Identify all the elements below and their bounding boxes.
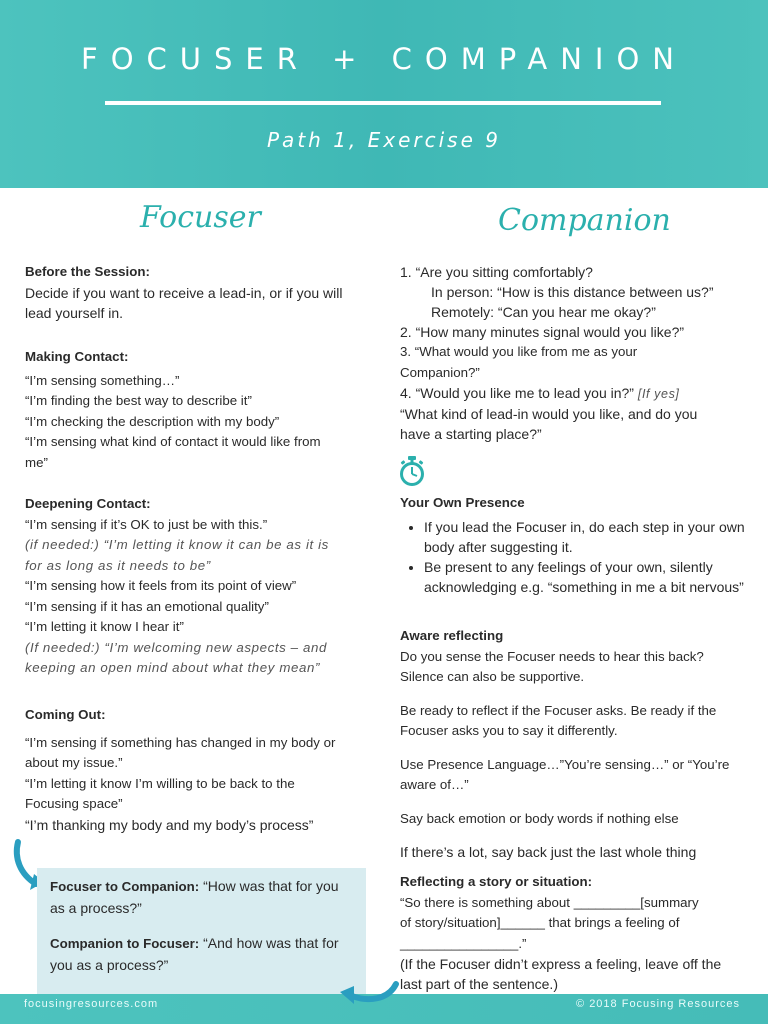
before-session-heading: Before the Session: [25, 264, 150, 279]
reflecting-story-section [400, 872, 755, 994]
deepening-contact-section [25, 494, 370, 679]
story-line: (If the Focuser didn’t express a feeling, leave off the [400, 956, 722, 972]
companion-question: 3. “What would you like from me as your [400, 344, 638, 359]
story-line: last part of the sentence.) [400, 976, 558, 992]
companion-question: “What kind of lead-in would you like, and do you [400, 406, 698, 422]
f2c-text: as a process?” [50, 899, 142, 916]
c2f-label: Companion to Focuser: [50, 936, 200, 951]
coming-out-line: Focusing space” [25, 796, 123, 811]
footer-website: focusingresources.com [24, 998, 159, 1010]
page-subtitle: Path 1, Exercise 9 [267, 128, 501, 152]
story-line: ________________.” [400, 935, 527, 951]
aware-line: Use Presence Language…”You’re sensing…” or “You’re [400, 756, 730, 772]
aware-line: aware of…” [400, 777, 469, 792]
header-banner [0, 0, 768, 188]
header-divider [105, 101, 661, 105]
companion-question: have a starting place?” [400, 426, 542, 442]
aware-line: Say back emotion or body words if nothing else [400, 810, 679, 826]
deepening-line: “I’m sensing if it’s OK to just be with this.” [25, 516, 268, 532]
companion-question: 2. “How many minutes signal would you like?” [400, 324, 685, 340]
page-title: FOCUSER + COMPANION [81, 42, 687, 76]
closing-questions-box [37, 868, 366, 994]
companion-question: In person: “How is this distance between us?” [431, 284, 714, 300]
story-heading: Reflecting a story or situation: [400, 874, 593, 889]
deepening-line: for as long as it needs to be” [25, 557, 211, 573]
before-session-section [25, 262, 370, 323]
deepening-contact-heading: Deepening Contact: [25, 496, 151, 511]
before-session-line: Decide if you want to receive a lead-in, or if you will [25, 284, 343, 301]
deepening-line: (if needed:) “I’m letting it know it can be as it is [25, 537, 329, 552]
aware-heading: Aware reflecting [400, 628, 504, 643]
companion-title: Companion [498, 203, 671, 238]
making-contact-line: me” [25, 454, 48, 470]
coming-out-section [25, 705, 370, 835]
stopwatch-icon [398, 455, 426, 487]
before-session-line: lead yourself in. [25, 304, 124, 321]
companion-question: 4. “Would you like me to lead you in?” [400, 385, 638, 401]
focuser-to-companion [50, 876, 355, 918]
making-contact-line: “I’m sensing what kind of contact it would like from [25, 434, 321, 449]
making-contact-heading: Making Contact: [25, 349, 129, 364]
c2f-text: “And how was that for [199, 935, 339, 951]
deepening-line: (If needed:) “I’m welcoming new aspects – and [25, 639, 327, 655]
if-yes-note: [If yes] [637, 387, 680, 401]
curved-arrow-left-icon [336, 978, 402, 1008]
making-contact-line: “I’m finding the best way to describe it” [25, 393, 252, 408]
coming-out-line: “I’m sensing if something has changed in my body or [25, 734, 336, 750]
f2c-label: Focuser to Companion: [50, 879, 200, 894]
making-contact-line: “I’m sensing something…” [25, 372, 180, 388]
companion-question: Remotely: “Can you hear me okay?” [431, 304, 656, 320]
companion-question: Companion?” [400, 364, 480, 380]
focuser-title: Focuser [140, 200, 261, 235]
aware-line: Silence can also be supportive. [400, 669, 585, 684]
story-line: “So there is something about _________[summary [400, 894, 699, 910]
your-own-presence-section [400, 493, 750, 597]
presence-bullet: • Be present to any feelings of your own, silently acknowledging e.g. “something in me a bit nervous” [424, 557, 750, 597]
coming-out-line: “I’m thanking my body and my body’s process” [25, 816, 314, 833]
aware-line: Be ready to reflect if the Focuser asks. Be ready if the [400, 702, 717, 718]
companion-questions [400, 262, 750, 444]
companion-question: 1. “Are you sitting comfortably? [400, 264, 593, 280]
aware-line: Do you sense the Focuser needs to hear this back? [400, 648, 704, 664]
deepening-line: “I’m sensing how it feels from its point of view” [25, 578, 297, 593]
coming-out-heading: Coming Out: [25, 707, 106, 722]
f2c-text: “How was that for you [199, 878, 339, 894]
making-contact-line: “I’m checking the description with my body” [25, 413, 280, 429]
coming-out-line: about my issue.” [25, 755, 123, 770]
presence-heading: Your Own Presence [400, 495, 525, 510]
coming-out-line: “I’m letting it know I’m willing to be back to the [25, 775, 295, 791]
deepening-line: “I’m letting it know I hear it” [25, 619, 184, 634]
making-contact-section [25, 347, 370, 473]
c2f-text: you as a process?” [50, 956, 169, 973]
story-line: of story/situation]______ that brings a feeling of [400, 915, 680, 930]
aware-line: Focuser asks you to say it differently. [400, 723, 618, 738]
aware-reflecting-section [400, 626, 750, 862]
deepening-line: “I’m sensing if it has an emotional quality” [25, 598, 269, 614]
presence-bullet: • If you lead the Focuser in, do each step in your own body after suggesting it. [424, 517, 750, 557]
deepening-line: keeping an open mind about what they mean” [25, 660, 321, 675]
aware-line: If there’s a lot, say back just the last whole thing [400, 844, 697, 860]
footer-copyright: © 2018 Focusing Resources [576, 998, 740, 1010]
companion-to-focuser [50, 933, 355, 975]
